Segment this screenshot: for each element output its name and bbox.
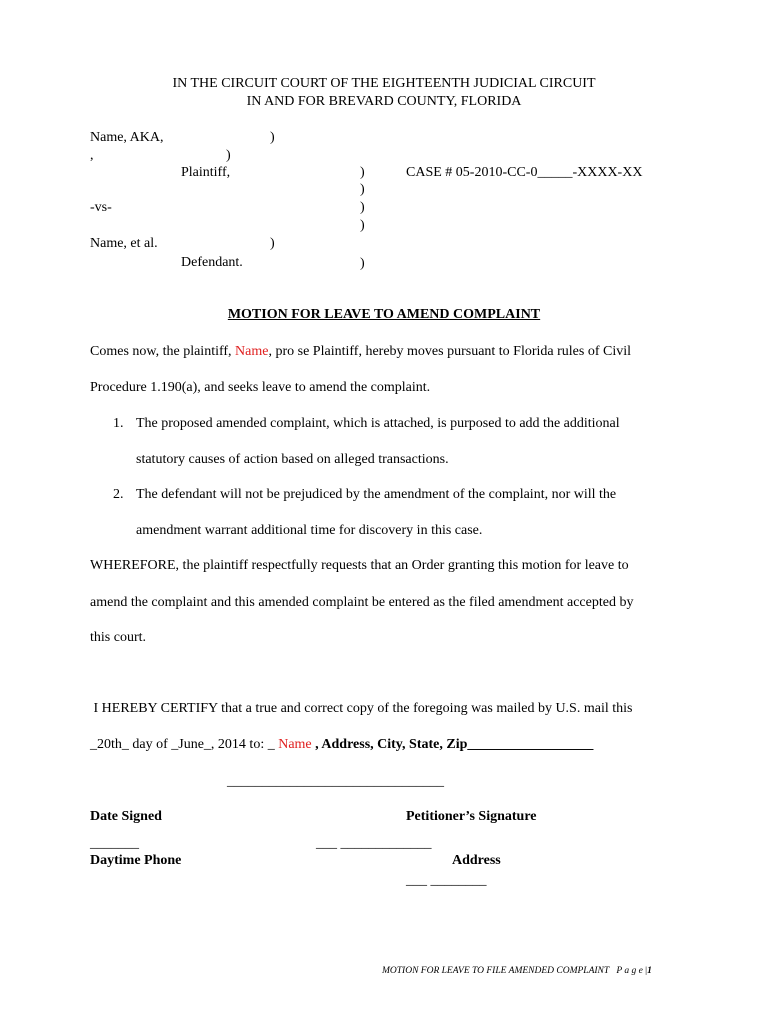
list-item-2-line2: amendment warrant additional time for discovery in this case. [136, 523, 483, 538]
caption-paren: ) [270, 236, 275, 251]
caption-paren: ) [360, 200, 365, 215]
caption-paren: ) [360, 218, 365, 233]
wherefore-line1: WHEREFORE, the plaintiff respectfully requests that an Order granting this motion for leave to [90, 558, 629, 573]
footer-page-number: 1 [647, 966, 652, 976]
plaintiff-name-field: Name [235, 344, 269, 359]
address-blank: ___ ________ [406, 873, 487, 888]
recipient-name-field: Name [278, 737, 312, 752]
list-item-number: 1. [113, 416, 124, 431]
plaintiff-name: Name, AKA, [90, 130, 164, 145]
court-heading-line1: IN THE CIRCUIT COURT OF THE EIGHTEENTH JUDICIAL CIRCUIT [172, 76, 596, 91]
wherefore-line3: this court. [90, 630, 146, 645]
versus-label: -vs- [90, 200, 112, 215]
case-number: CASE # 05-2010-CC-0_____-XXXX-XX [406, 165, 643, 180]
body-paragraph-1: Comes now, the plaintiff, Name, pro se Plaintiff, hereby moves pursuant to Florida rules of Civil [90, 344, 632, 359]
list-item-1-line2: statutory causes of action based on alleged transactions. [136, 452, 449, 467]
caption-paren: ) [360, 182, 365, 197]
page-footer: MOTION FOR LEAVE TO FILE AMENDED COMPLAINT P a g e |1 [382, 966, 652, 976]
plaintiff-label: Plaintiff, [181, 165, 231, 180]
footer-title: MOTION FOR LEAVE TO FILE AMENDED COMPLAINT [382, 966, 610, 976]
petitioner-signature-label: Petitioner’s Signature [406, 809, 537, 824]
date-blank: _______ [90, 836, 139, 851]
certificate-line1: I HEREBY CERTIFY that a true and correct copy of the foregoing was mailed by U.S. mail this [90, 701, 633, 716]
court-heading-line2: IN AND FOR BREVARD COUNTY, FLORIDA [246, 94, 522, 109]
certificate-line2: _20th_ day of _June_, 2014 to: _ Name , Address, City, State, Zip__________________ [90, 737, 594, 752]
phone-blank: ___ _____________ [316, 836, 432, 851]
caption-paren: ) [360, 256, 365, 271]
list-item-1-line1: The proposed amended complaint, which is attached, is purposed to add the additional [136, 416, 620, 431]
caption-paren: ) [226, 148, 231, 163]
date-signed-label: Date Signed [90, 809, 162, 824]
footer-page-label: P a g e [616, 966, 643, 976]
caption-paren: ) [360, 165, 365, 180]
motion-title: MOTION FOR LEAVE TO AMEND COMPLAINT [227, 307, 541, 322]
daytime-phone-label: Daytime Phone [90, 853, 182, 868]
caption-comma-line: , [90, 148, 94, 163]
address-label: Address [452, 853, 501, 868]
wherefore-line2: amend the complaint and this amended complaint be entered as the filed amendment accepted by [90, 595, 634, 610]
signature-line: _______________________________ [227, 774, 444, 789]
list-item-number: 2. [113, 487, 124, 502]
list-item-2-line1: The defendant will not be prejudiced by the amendment of the complaint, nor will the [136, 487, 617, 502]
defendant-label: Defendant. [181, 255, 243, 270]
defendant-name: Name, et al. [90, 236, 158, 251]
caption-paren: ) [270, 130, 275, 145]
body-paragraph-1-line2: Procedure 1.190(a), and seeks leave to amend the complaint. [90, 380, 431, 395]
